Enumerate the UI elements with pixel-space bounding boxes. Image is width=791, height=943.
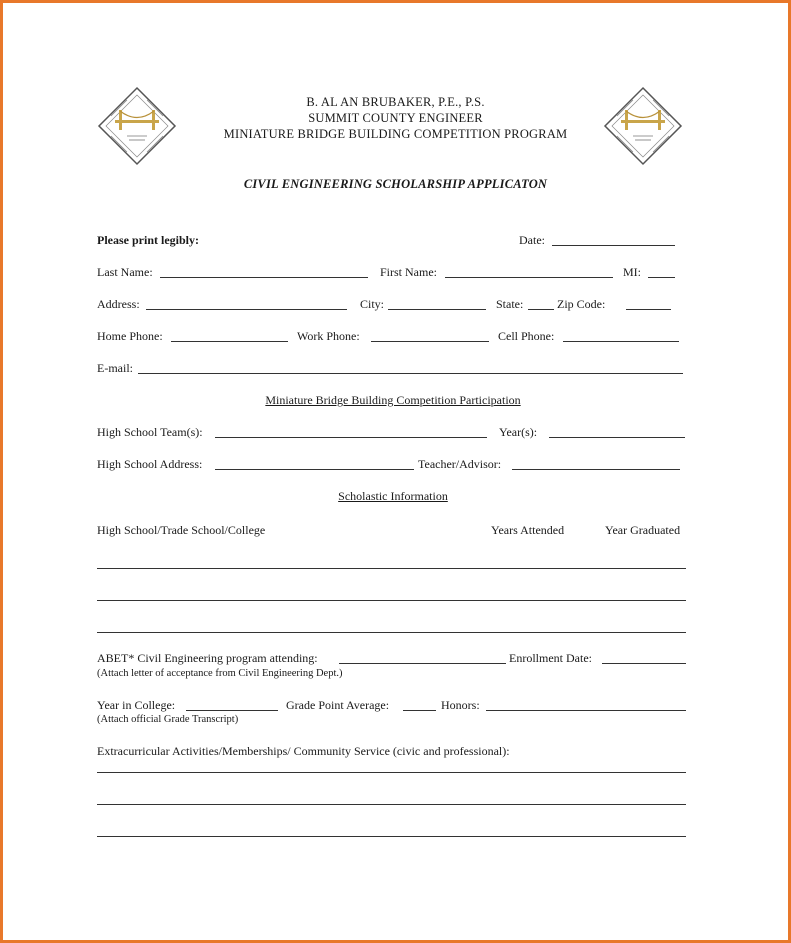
- school-column-header: High School/Trade School/College: [97, 523, 266, 537]
- years-field[interactable]: [549, 437, 685, 438]
- header-program: MINIATURE BRIDGE BUILDING COMPETITION PROGRAM: [223, 127, 568, 141]
- home-phone-field[interactable]: [171, 341, 288, 342]
- mi-label: MI:: [623, 265, 641, 279]
- header-name: B. AL AN BRUBAKER, P.E., P.S.: [306, 95, 485, 109]
- year-in-college-field[interactable]: [186, 710, 278, 711]
- work-phone-label: Work Phone:: [297, 329, 360, 343]
- transcript-note: (Attach official Grade Transcript): [97, 714, 239, 725]
- extracurricular-entry-line[interactable]: [97, 804, 686, 805]
- hs-teams-field[interactable]: [215, 437, 487, 438]
- abet-program-label: ABET* Civil Engineering program attending:: [97, 651, 318, 665]
- print-legibly-label: Please print legibly:: [97, 233, 199, 247]
- school-entry-line[interactable]: [97, 632, 686, 633]
- abet-program-field[interactable]: [339, 663, 506, 664]
- date-field[interactable]: [552, 245, 675, 246]
- scholastic-heading: Scholastic Information: [338, 489, 448, 503]
- year-in-college-label: Year in College:: [97, 698, 176, 712]
- teacher-advisor-label: Teacher/Advisor:: [418, 457, 502, 471]
- hs-address-label: High School Address:: [97, 457, 203, 471]
- honors-label: Honors:: [441, 698, 480, 712]
- address-field[interactable]: [146, 309, 347, 310]
- mi-field[interactable]: [648, 277, 675, 278]
- work-phone-field[interactable]: [371, 341, 489, 342]
- home-phone-label: Home Phone:: [97, 329, 163, 343]
- teacher-advisor-field[interactable]: [512, 469, 680, 470]
- zip-field[interactable]: [626, 309, 671, 310]
- zip-label: Zip Code:: [557, 297, 606, 311]
- extracurricular-entry-line[interactable]: [97, 836, 686, 837]
- honors-field[interactable]: [486, 710, 686, 711]
- school-entry-line[interactable]: [97, 600, 686, 601]
- gpa-field[interactable]: [403, 710, 436, 711]
- years-attended-column-header: Years Attended: [491, 523, 565, 537]
- extracurricular-label: Extracurricular Activities/Memberships/ Community Service (civic and professional):: [97, 744, 510, 758]
- cell-phone-label: Cell Phone:: [498, 329, 555, 343]
- email-field[interactable]: [138, 373, 683, 374]
- last-name-label: Last Name:: [97, 265, 153, 279]
- enrollment-date-field[interactable]: [602, 663, 686, 664]
- gpa-label: Grade Point Average:: [286, 698, 390, 712]
- city-field[interactable]: [388, 309, 486, 310]
- school-entry-line[interactable]: [97, 568, 686, 569]
- state-field[interactable]: [528, 309, 554, 310]
- form-title: CIVIL ENGINEERING SCHOLARSHIP APPLICATON: [243, 177, 548, 191]
- first-name-field[interactable]: [445, 277, 613, 278]
- abet-note: (Attach letter of acceptance from Civil Engineering Dept.): [97, 668, 343, 679]
- date-label: Date:: [519, 233, 545, 247]
- enrollment-date-label: Enrollment Date:: [509, 651, 592, 665]
- first-name-label: First Name:: [380, 265, 437, 279]
- participation-heading: Miniature Bridge Building Competition Participation: [265, 393, 521, 407]
- years-label: Year(s):: [499, 425, 538, 439]
- email-label: E-mail:: [97, 361, 133, 375]
- cell-phone-field[interactable]: [563, 341, 679, 342]
- hs-teams-label: High School Team(s):: [97, 425, 203, 439]
- city-label: City:: [360, 297, 385, 311]
- hs-address-field[interactable]: [215, 469, 414, 470]
- address-label: Address:: [97, 297, 140, 311]
- last-name-field[interactable]: [160, 277, 368, 278]
- year-graduated-column-header: Year Graduated: [605, 523, 681, 537]
- state-label: State:: [496, 297, 524, 311]
- header-office: SUMMIT COUNTY ENGINEER: [308, 111, 483, 125]
- extracurricular-entry-line[interactable]: [97, 772, 686, 773]
